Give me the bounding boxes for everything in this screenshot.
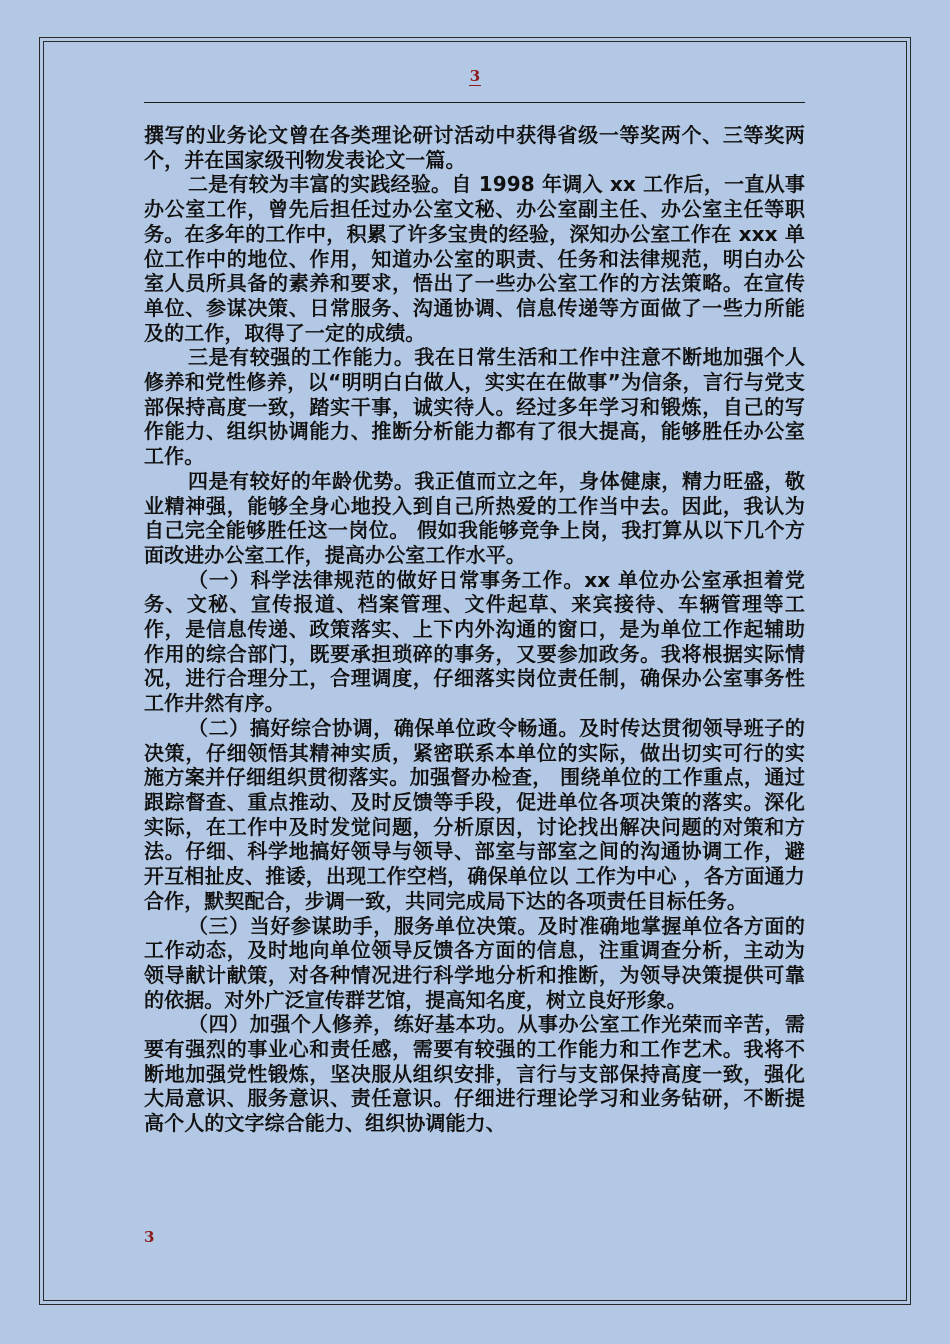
paragraph-item-4: （四）加强个人修养，练好基本功。从事办公室工作光荣而辛苦，需要有强烈的事业心和责任感，需要有较强的工作能力和工作艺术。我将不断地加强党性锻炼，坚决服从组织安排，言行与支部保持高度一致，强化大局意识、服务意识、责任意识。仔细进行理论学习和业务钻研，不断提高个人的文字综合能力、组织协调能力、 (144, 1012, 805, 1136)
paragraph-item-3: （三）当好参谋助手，服务单位决策。及时准确地掌握单位各方面的工作动态，及时地向单位领导反馈各方面的信息，注重调查分析，主动为领导献计献策，对各种情况进行科学地分析和推断，为领导决策提供可靠的依据。对外广泛宣传群艺馆，提高知名度，树立良好形象。 (144, 913, 805, 1012)
header-divider (144, 102, 805, 103)
footer-page-number: 3 (144, 1228, 155, 1246)
paragraph-item-1: （一）科学法律规范的做好日常事务工作。xx 单位办公室承担着党务、文秘、宣传报道、档案管理、文件起草、来宾接待、车辆管理等工作，是信息传递、政策落实、上下内外沟通的窗口，是为单位工作起辅助作用的综合部门，既要承担琐碎的事务，又要参加政务。我将根据实际情况，进行合理分工，合理调度，仔细落实岗位责任制，确保办公室事务性工作井然有序。 (144, 567, 805, 716)
header-page-number-text: 3 (469, 67, 481, 85)
header-page-number (0, 67, 950, 85)
paragraph-experience: 二是有较为丰富的实践经验。自 1998 年调入 xx 工作后，一直从事办公室工作，曾先后担任过办公室文秘、办公室副主任、办公室主任等职务。在多年的工作中，积累了许多宝贵的经验，深知办公室工作在 xxx 单位工作中的地位、作用，知道办公室的职责、任务和法律规范，明白办公室人员所具备的素养和要求，悟出了一些办公室工作的方法策略。在宣传单位、参谋决策、日常服务、沟通协调、信息传递等方面做了一些力所能及的工作，取得了一定的成绩。 (144, 172, 805, 345)
paragraph-item-2: （二）搞好综合协调，确保单位政令畅通。及时传达贯彻领导班子的决策，仔细领悟其精神实质，紧密联系本单位的实际，做出切实可行的实施方案并仔细组织贯彻落实。加强督办检查， 围绕单位的工作重点，通过跟踪督查、重点推动、及时反馈等手段，促进单位各项决策的落实。深化实际，在工作中及时发觉问题，分析原因，讨论找出解决问题的对策和方法。仔细、科学地搞好领导与领导、部室与部室之间的沟通协调工作，避开互相扯皮、推诿，出现工作空档，确保单位以 工作为中心 ，各方面通力合作，默契配合，步调一致，共同完成局下达的各项责任目标任务。 (144, 715, 805, 913)
paragraph-continuation: 撰写的业务论文曾在各类理论研讨活动中获得省级一等奖两个、三等奖两个，并在国家级刊物发表论文一篇。 (144, 123, 805, 172)
paragraph-age: 四是有较好的年龄优势。我正值而立之年，身体健康，精力旺盛，敬业精神强，能够全身心地投入到自己所热爱的工作当中去。因此，我认为自己完全能够胜任这一岗位。 假如我能够竞争上岗，我打算从以下几个方面改进办公室工作，提高办公室工作水平。 (144, 468, 805, 567)
document-body (144, 123, 805, 1136)
paragraph-ability: 三是有较强的工作能力。我在日常生活和工作中注意不断地加强个人修养和党性修养，以“明明白白做人，实实在在做事”为信条，言行与党支部保持高度一致，踏实干事，诚实待人。经过多年学习和锻炼，自己的写作能力、组织协调能力、推断分析能力都有了很大提高，能够胜任办公室工作。 (144, 345, 805, 469)
